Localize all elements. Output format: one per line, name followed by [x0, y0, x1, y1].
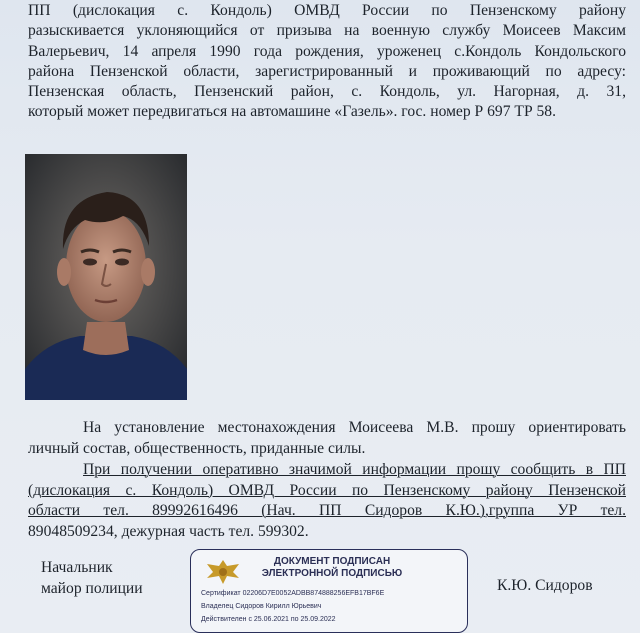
text-line: разыскивается уклоняющийся от призыва на военную службу Моисеев Максим	[28, 22, 626, 40]
text-line: который может передвигаться на автомашине «Газель». гос. номер Р 697 ТР 58.	[28, 103, 557, 121]
text-line: При получении оперативно значимой информации прошу сообщить в ПП	[83, 461, 626, 478]
position-rank: майор полиции	[41, 580, 143, 597]
text-line: области тел. 89992616496 (Нач. ПП Сидоров К.Ю.),группа УР тел.	[28, 502, 626, 519]
text-line: (дислокация с. Кондоль) ОМВД России по Пензенскому району Пензенской	[28, 481, 626, 499]
text-line: ПП (дислокация с. Кондоль) ОМВД России по Пензенскому району	[28, 2, 626, 19]
appeal-contact	[28, 460, 626, 542]
text-line: Пензенская область, Пензенский район, с. Кондоль, ул. Нагорная, д. 31,	[28, 83, 626, 101]
eagle-emblem-icon	[205, 556, 241, 588]
stamp-title-line: ЭЛЕКТРОННОЙ ПОДПИСЬЮ	[261, 568, 403, 579]
position-title: Начальник	[41, 559, 113, 576]
text-line: 89048509234, дежурная часть тел. 599302.	[28, 522, 309, 540]
stamp-title	[257, 556, 407, 580]
stamp-validity: Действителен с 25.06.2021 по 25.09.2022	[201, 616, 336, 623]
text-line: На установление местонахождения Моисеева М.В. прошу ориентировать	[83, 419, 626, 436]
signatory-position	[41, 557, 143, 599]
stamp-certificate: Сертификат 02206D7E0052ADBB874888256EFB17BF6E	[201, 590, 385, 597]
electronic-signature-stamp	[190, 549, 468, 633]
stamp-title-line: ДОКУМЕНТ ПОДПИСАН	[273, 556, 391, 567]
signatory-name: К.Ю. Сидоров	[497, 577, 593, 594]
text-line: Валерьевич, 14 апреля 1990 года рождения, уроженец с.Кондоль Кондольского	[28, 42, 626, 60]
text-line: района Пензенской области, зарегистрированный и проживающий по адресу:	[28, 62, 626, 80]
portrait-image	[25, 154, 187, 400]
appeal-orientation	[28, 418, 626, 459]
person-photo	[25, 154, 187, 400]
stamp-owner: Владелец Сидоров Кирилл Юрьевич	[201, 603, 322, 610]
top-paragraph	[28, 1, 626, 123]
text-line: личный состав, общественность, приданные силы.	[28, 439, 366, 457]
